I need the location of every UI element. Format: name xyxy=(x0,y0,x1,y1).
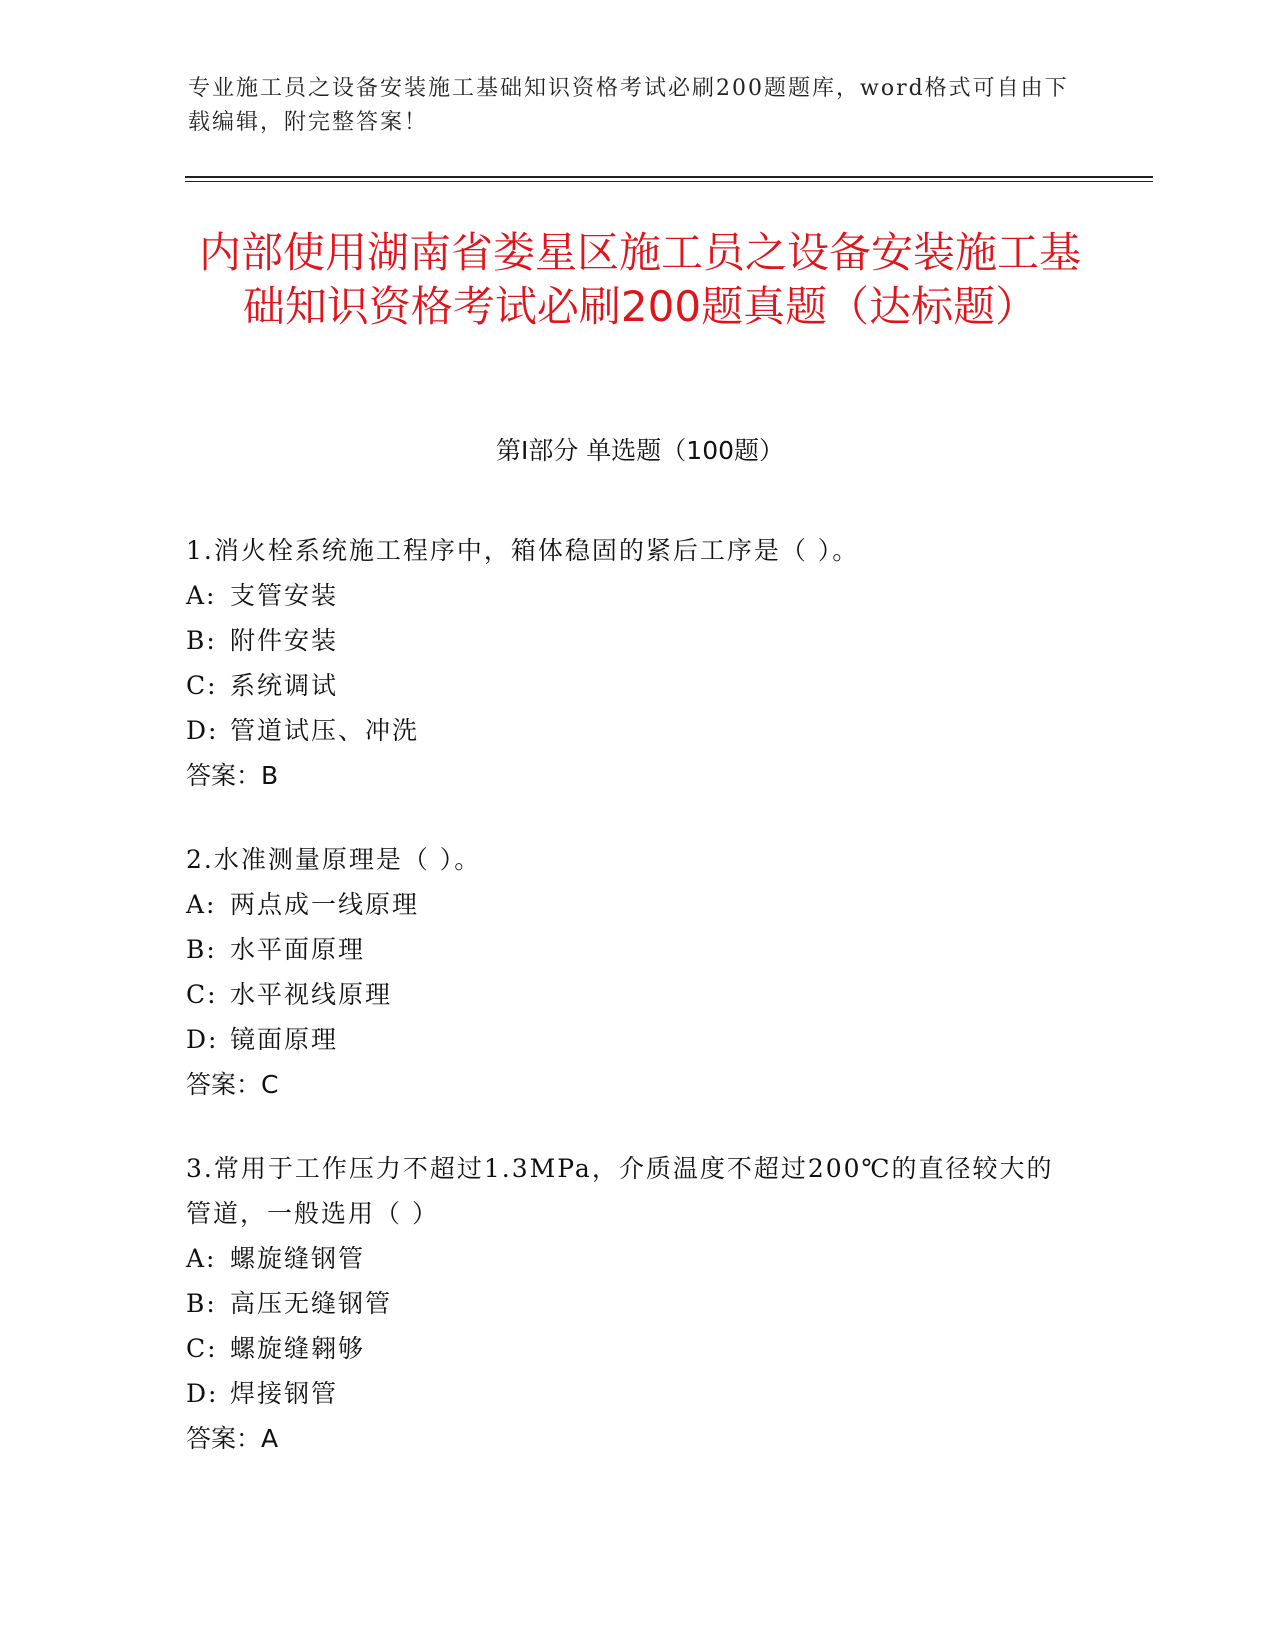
option-b xyxy=(186,927,1066,972)
answer-prefix: 答案： xyxy=(186,1070,262,1099)
answer-line xyxy=(186,1062,1066,1107)
answer-line xyxy=(186,1416,1066,1461)
option-c xyxy=(186,972,1066,1017)
answer-value: C xyxy=(261,1070,279,1099)
option-text: 焊接钢管 xyxy=(230,1379,339,1408)
option-c xyxy=(186,1326,1066,1371)
header-rule-thick xyxy=(185,176,1153,178)
question-stem: 1.消火栓系统施工程序中，箱体稳固的紧后工序是（ ）。 xyxy=(186,536,860,565)
option-letter: C: xyxy=(186,980,218,1009)
option-d xyxy=(186,1017,1066,1062)
option-a xyxy=(186,1236,1066,1281)
question-2 xyxy=(186,837,1066,1107)
option-text: 螺旋缝钢管 xyxy=(230,1244,366,1273)
option-a xyxy=(186,573,1066,618)
option-letter: D: xyxy=(186,716,219,745)
question-1 xyxy=(186,528,1066,798)
answer-prefix: 答案： xyxy=(186,761,262,790)
option-a xyxy=(186,882,1066,927)
answer-prefix: 答案： xyxy=(186,1424,262,1453)
option-d xyxy=(186,708,1066,753)
option-text: 两点成一线原理 xyxy=(230,890,420,919)
question-list xyxy=(186,528,1066,1500)
option-letter: B: xyxy=(186,935,217,964)
option-c xyxy=(186,663,1066,708)
answer-value: A xyxy=(261,1424,279,1453)
option-b xyxy=(186,618,1066,663)
option-letter: D: xyxy=(186,1379,219,1408)
option-d xyxy=(186,1371,1066,1416)
question-stem: 2.水准测量原理是（ ）。 xyxy=(186,845,482,874)
option-text: 管道试压、冲洗 xyxy=(230,716,420,745)
header-note: 专业施工员之设备安装施工基础知识资格考试必刷200题题库，word格式可自由下载编辑，附完整答案！ xyxy=(188,76,1069,135)
option-letter: B: xyxy=(186,1289,217,1318)
option-text: 系统调试 xyxy=(230,671,339,700)
option-letter: C: xyxy=(186,1334,218,1363)
option-letter: B: xyxy=(186,626,217,655)
option-letter: A: xyxy=(186,890,217,919)
answer-value: B xyxy=(261,761,279,790)
option-text: 镜面原理 xyxy=(230,1025,339,1054)
option-text: 水平视线原理 xyxy=(230,980,393,1009)
section-title: 第Ⅰ部分 单选题（100题） xyxy=(495,436,785,465)
option-text: 高压无缝钢管 xyxy=(230,1289,393,1318)
option-text: 水平面原理 xyxy=(230,935,366,964)
option-letter: A: xyxy=(186,581,217,610)
header-rule-thin xyxy=(185,181,1153,182)
answer-line xyxy=(186,753,1066,798)
option-letter: C: xyxy=(186,671,218,700)
option-text: 螺旋缝翱够 xyxy=(230,1334,366,1363)
question-3 xyxy=(186,1146,1066,1461)
option-letter: A: xyxy=(186,1244,217,1273)
question-stem: 3.常用于工作压力不超过1.3MPa，介质温度不超过200℃的直径较大的管道，一般选用（ ） xyxy=(186,1154,1054,1228)
option-b xyxy=(186,1281,1066,1326)
option-text: 支管安装 xyxy=(230,581,339,610)
option-text: 附件安装 xyxy=(230,626,339,655)
option-letter: D: xyxy=(186,1025,219,1054)
document-title: 内部使用湖南省娄星区施工员之设备安装施工基础知识资格考试必刷200题真题（达标题） xyxy=(198,228,1081,331)
